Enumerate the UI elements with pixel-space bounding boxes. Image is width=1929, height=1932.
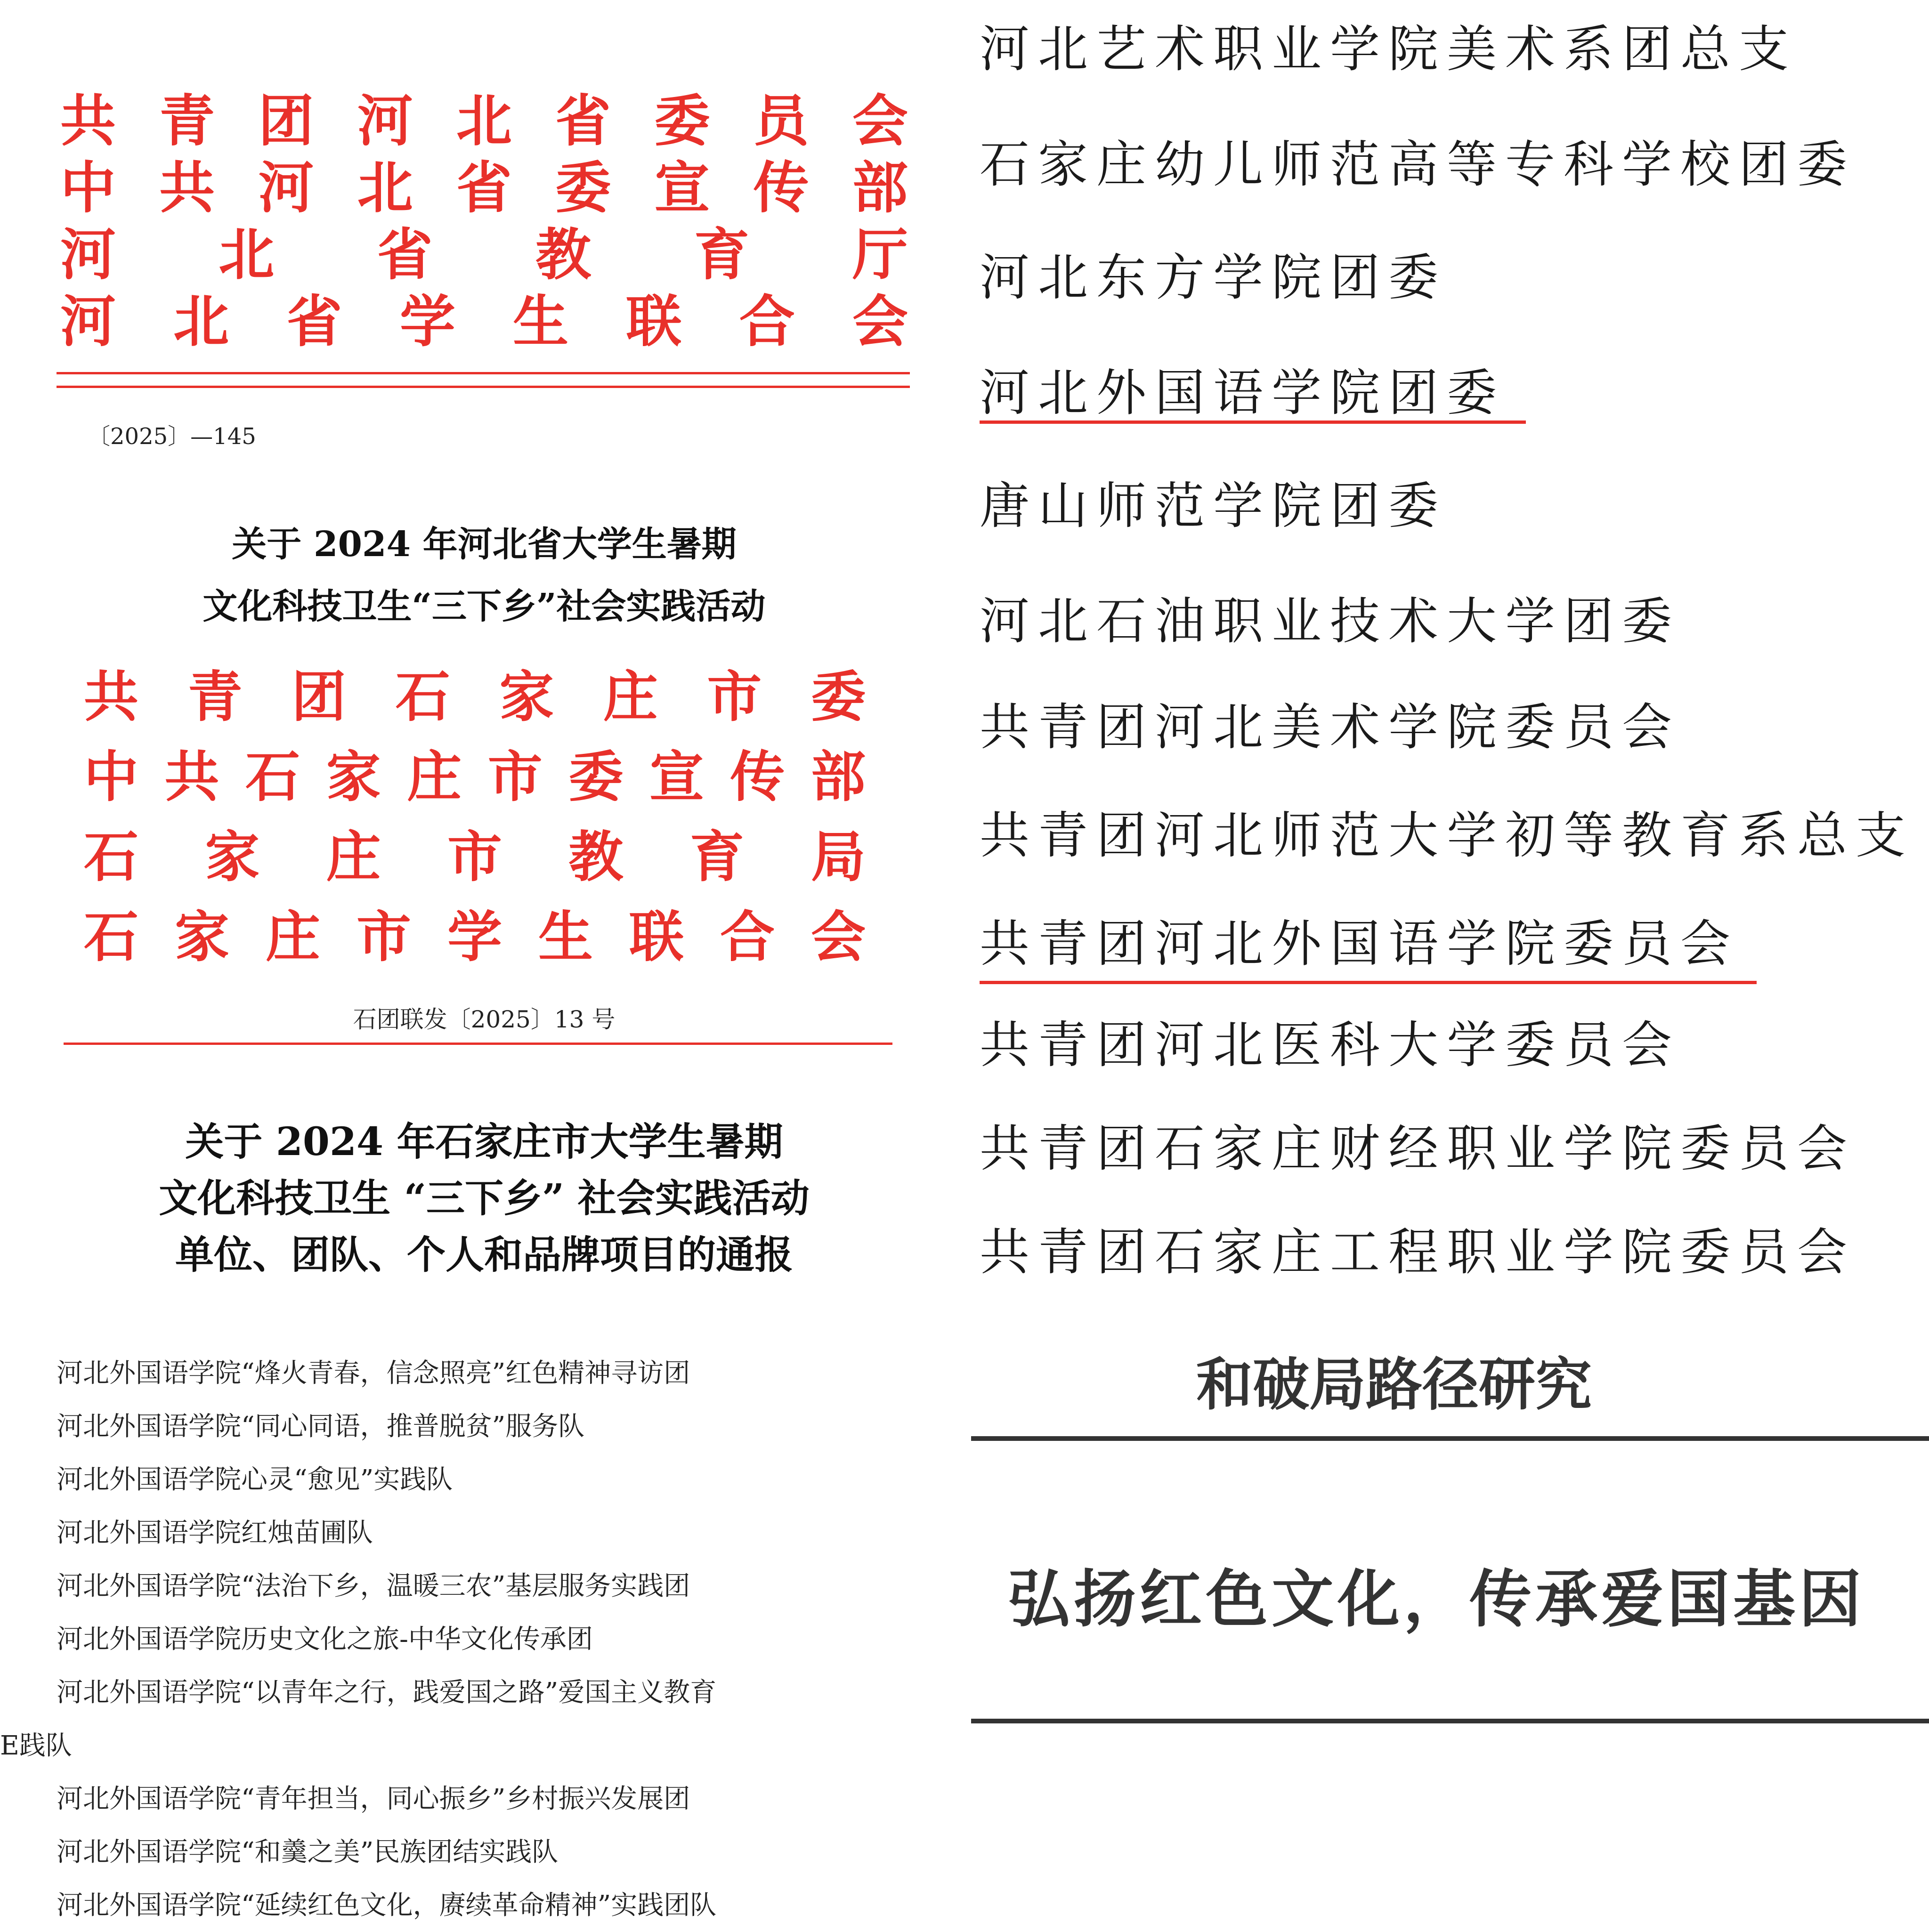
issuer-char: 会: [852, 289, 908, 354]
issuer-char: 北: [219, 222, 275, 287]
issuer-char: 市: [707, 665, 762, 729]
divider: [971, 1719, 1929, 1723]
issuer-char: 市: [357, 905, 411, 969]
list-item-continuation: E践队: [0, 1730, 72, 1761]
issuer-line: [84, 817, 866, 897]
org-item: 石家庄幼儿师范高等专科学校团委: [980, 136, 1856, 194]
issuer-char: 河: [60, 289, 116, 354]
issuer-char: 委: [555, 155, 611, 220]
title-line: 关于 2024 年河北省大学生暑期: [232, 524, 737, 565]
list-item: 河北外国语学院“同心同语，推普脱贫”服务队: [57, 1411, 585, 1442]
org-item-highlighted: 共青团河北外国语学院委员会: [980, 915, 1739, 973]
list-item: 河北外国语学院“法治下乡，温暖三农”基层服务实践团: [57, 1571, 690, 1601]
issuer-char: 青: [159, 88, 215, 154]
issuer-char: 家: [499, 665, 554, 729]
red-header-rule: [57, 372, 910, 388]
org-item: 共青团石家庄工程职业学院委员会: [980, 1223, 1856, 1281]
issuer-char: 庄: [266, 905, 320, 969]
issuer-char: 家: [205, 825, 260, 889]
issuer-char: 育: [694, 222, 750, 287]
issuer-char: 团: [292, 665, 347, 729]
issuer-char: 北: [357, 155, 413, 220]
team-list: [0, 1347, 951, 1932]
issuer-char: 委: [654, 88, 710, 154]
org-item: 共青团河北美术学院委员会: [980, 698, 1680, 756]
list-item: 河北外国语学院“和羹之美”民族团结实践队: [57, 1837, 559, 1867]
title-line: 关于 2024 年石家庄市大学生暑期: [185, 1119, 783, 1164]
list-item: 河北外国语学院历史文化之旅-中华文化传承团: [57, 1624, 593, 1655]
org-item: 唐山师范学院团委: [980, 477, 1447, 535]
org-item: 共青团河北师范大学初等教育系总支: [980, 807, 1914, 865]
issuer-char: 石: [395, 665, 450, 729]
issuer-char: 庄: [326, 825, 381, 889]
issuer-char: 共: [84, 665, 138, 729]
issuer-char: 教: [568, 825, 624, 889]
issuer-char: 联: [629, 905, 684, 969]
issuer-char: 共: [60, 88, 116, 154]
issuer-char: 北: [456, 88, 512, 154]
issuer-char: 青: [187, 665, 243, 729]
issuer-char: 庄: [407, 745, 462, 809]
red-header-rule: [64, 1043, 892, 1045]
issuer-char: 会: [811, 905, 866, 969]
issuer-char: 生: [538, 905, 593, 969]
issuer-line: [60, 288, 908, 355]
list-item: 河北外国语学院“烽火青春，信念照亮”红色精神寻访团: [57, 1358, 690, 1389]
issuer-char: 员: [753, 88, 809, 154]
issuer-char: 北: [173, 289, 229, 354]
issuer-char: 厅: [852, 222, 908, 287]
list-item: 河北外国语学院“青年担当，同心振乡”乡村振兴发展团: [57, 1784, 690, 1814]
issuer-line: [84, 737, 866, 817]
issuer-line: [60, 88, 908, 154]
issuer-char: 部: [811, 745, 866, 809]
issuer-char: 部: [852, 155, 908, 220]
org-item: 河北东方学院团委: [980, 249, 1447, 307]
issuer-line: [60, 154, 908, 221]
issuer-char: 石: [84, 905, 138, 969]
issuer-char: 河: [60, 222, 116, 287]
issuer-char: 中: [84, 745, 138, 809]
list-item: 河北外国语学院心灵“愈见”实践队: [57, 1464, 453, 1495]
title-line: 单位、团队、个人和品牌项目的通报: [175, 1232, 793, 1277]
issuer-char: 河: [258, 155, 314, 220]
issuer-char: 宣: [649, 745, 704, 809]
org-item: 河北石油职业技术大学团委: [980, 592, 1680, 650]
title-line: 文化科技卫生“三下乡”社会实践活动: [203, 586, 766, 627]
list-item: 河北外国语学院“延续红色文化，赓续革命精神”实践团队: [57, 1890, 717, 1921]
issuer-char: 学: [399, 289, 455, 354]
issuer-char: 家: [326, 745, 381, 809]
issuer-char: 委: [568, 745, 624, 809]
org-item: 共青团石家庄财经职业学院委员会: [980, 1120, 1856, 1178]
issuer-char: 合: [720, 905, 775, 969]
issuer-header-provincial: [60, 88, 908, 355]
document-number: 石团联发〔2025〕13 号: [353, 1006, 616, 1033]
red-underline: [980, 981, 1757, 984]
issuer-char: 合: [739, 289, 795, 354]
document-title: [60, 1114, 908, 1283]
org-item: 共青团河北医科大学委员会: [980, 1016, 1680, 1074]
issuer-char: 学: [447, 905, 502, 969]
divider: [971, 1436, 1929, 1441]
issuer-char: 省: [456, 155, 512, 220]
issuer-char: 共: [164, 745, 219, 809]
issuer-char: 共: [159, 155, 215, 220]
issuer-line: [84, 897, 866, 977]
issuer-char: 宣: [654, 155, 710, 220]
issuer-char: 局: [811, 825, 866, 889]
document-number: 〔2025〕—145: [88, 423, 256, 450]
issuer-char: 生: [513, 289, 569, 354]
org-item: 河北艺术职业学院美术系团总支: [980, 20, 1797, 78]
issuer-char: 省: [286, 289, 342, 354]
document-title: [60, 513, 908, 638]
issuer-char: 石: [245, 745, 300, 809]
issuer-char: 会: [852, 88, 908, 154]
title-line: 文化科技卫生 “三下乡” 社会实践活动: [159, 1176, 810, 1221]
issuer-char: 市: [487, 745, 543, 809]
research-title-fragment: 和破局路径研究: [1196, 1351, 1592, 1418]
issuer-char: 市: [447, 825, 502, 889]
issuer-char: 团: [258, 88, 314, 154]
issuer-char: 育: [689, 825, 745, 889]
issuer-char: 庄: [603, 665, 658, 729]
list-item: 河北外国语学院红烛苗圃队: [57, 1518, 373, 1548]
issuer-header-municipal: [84, 657, 866, 977]
issuer-char: 教: [535, 222, 592, 287]
issuer-char: 委: [811, 665, 866, 729]
slogan-title: 弘扬红色文化，传承爱国基因: [1008, 1563, 1865, 1636]
issuer-char: 中: [60, 155, 116, 220]
red-underline: [980, 420, 1526, 424]
issuer-char: 传: [730, 745, 785, 809]
issuer-char: 河: [357, 88, 413, 154]
issuer-char: 传: [753, 155, 809, 220]
org-item-highlighted: 河北外国语学院团委: [980, 364, 1505, 422]
issuer-char: 石: [84, 825, 138, 889]
issuer-char: 联: [626, 289, 682, 354]
list-item: 河北外国语学院“以青年之行，践爱国之路”爱国主义教育: [57, 1677, 717, 1708]
issuer-char: 省: [555, 88, 611, 154]
issuer-char: 家: [175, 905, 229, 969]
issuer-char: 省: [377, 222, 433, 287]
issuer-line: [84, 657, 866, 737]
issuer-line: [60, 221, 908, 288]
